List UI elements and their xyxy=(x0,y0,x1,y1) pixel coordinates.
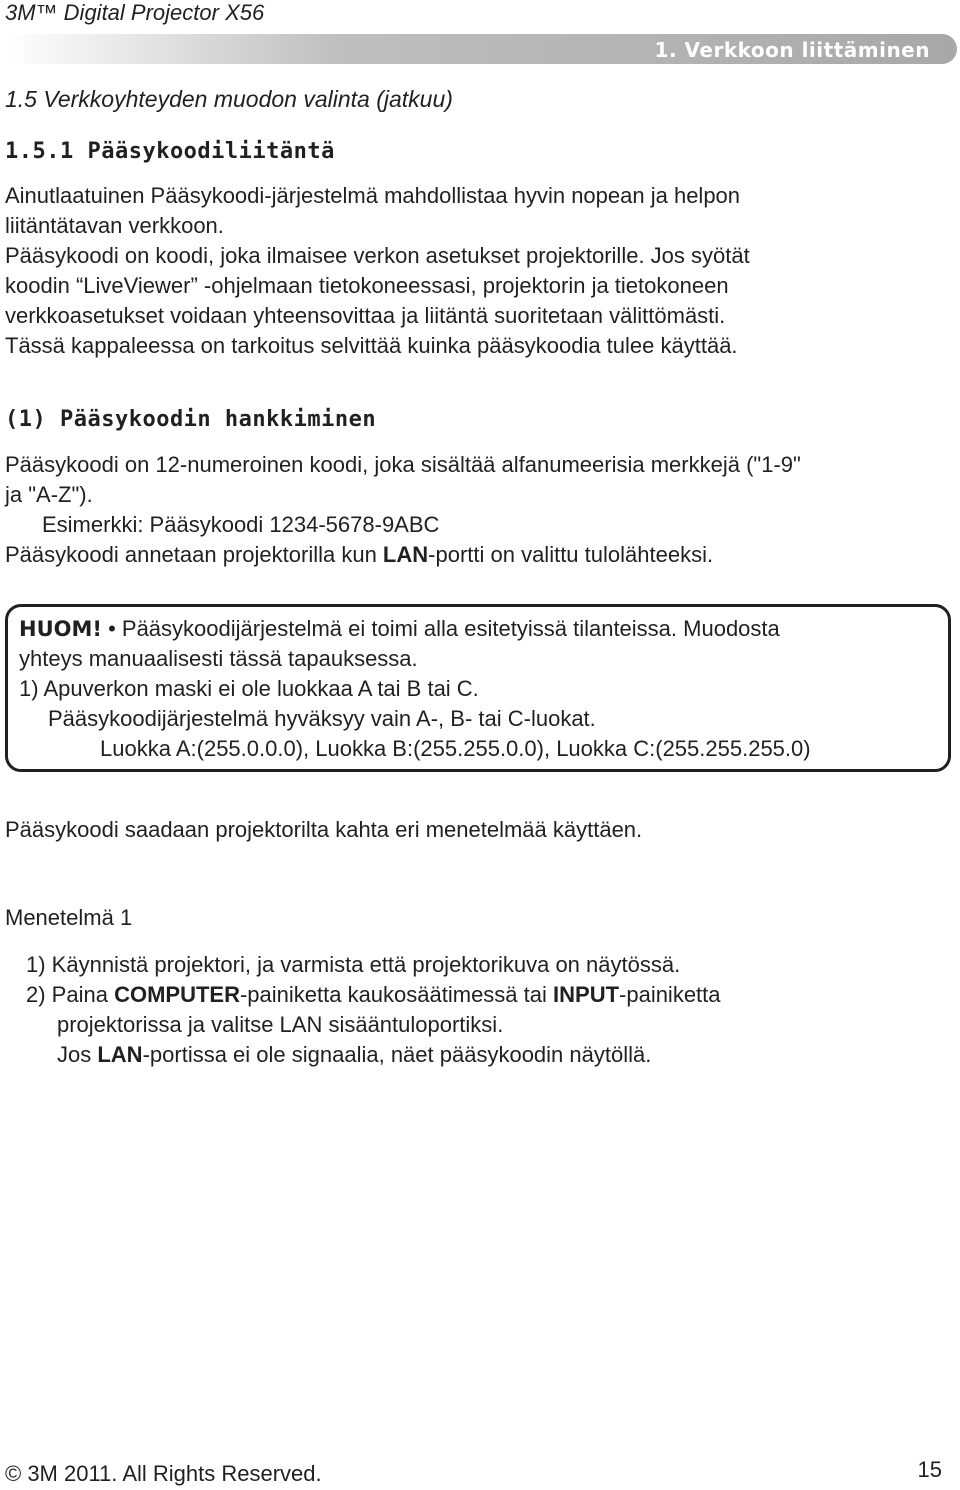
computer-keyword: COMPUTER xyxy=(114,982,240,1007)
document-title: 3M™ Digital Projector X56 xyxy=(5,0,265,25)
code-example: Esimerkki: Pääsykoodi 1234-5678-9ABC xyxy=(42,512,440,537)
lan-keyword: LAN xyxy=(382,542,429,567)
note-line: HUOM! • Pääsykoodijärjestelmä ei toimi alla esitetyissä tilanteissa. Muodosta xyxy=(19,616,780,641)
note-line: 1) Apuverkon maski ei ole luokkaa A tai B tai C. xyxy=(19,676,479,701)
note-line: Luokka A:(255.0.0.0), Luokka B:(255.255.0.0), Luokka C:(255.255.255.0) xyxy=(100,736,811,761)
method1-steps xyxy=(26,950,946,1070)
method1-title: Menetelmä 1 xyxy=(5,905,133,930)
intro-paragraph xyxy=(5,181,955,361)
obtain-methods-text: Pääsykoodi saadaan projektorilta kahta eri menetelmää käyttäen. xyxy=(5,817,643,842)
page-number: 15 xyxy=(917,1457,942,1482)
note-line: Pääsykoodijärjestelmä hyväksyy vain A-, B- tai C-luokat. xyxy=(48,706,596,731)
intro-line: koodin “LiveViewer” -ohjelmaan tietokoneessasi, projektorin ja tietokoneen xyxy=(5,273,729,298)
code-description xyxy=(5,450,955,570)
input-keyword: INPUT xyxy=(553,982,620,1007)
code-line: Pääsykoodi on 12-numeroinen koodi, joka sisältää alfanumeerisia merkkejä ("1-9" xyxy=(5,452,801,477)
lan-keyword: LAN xyxy=(97,1042,143,1067)
intro-line: Ainutlaatuinen Pääsykoodi-järjestelmä mahdollistaa hyvin nopean ja helpon xyxy=(5,183,741,208)
obtain-heading: (1) Pääsykoodin hankkiminen xyxy=(5,407,377,432)
code-line: ja "A-Z"). xyxy=(5,482,93,507)
section-title: 1.5 Verkkoyhteyden muodon valinta (jatkuu) xyxy=(5,86,453,112)
step-2: 2) Paina COMPUTER-painiketta kaukosäätimessä tai INPUT-painiketta xyxy=(26,982,721,1007)
step-2-continued: Jos LAN-portissa ei ole signaalia, näet pääsykoodin näytöllä. xyxy=(57,1042,652,1067)
code-line: Pääsykoodi annetaan projektorilla kun LAN-portti on valittu tulolähteeksi. xyxy=(5,542,714,567)
note-label: HUOM! xyxy=(19,617,102,641)
step-1: 1) Käynnistä projektori, ja varmista että projektorikuva on näytössä. xyxy=(26,952,681,977)
chapter-title: 1. Verkkoon liittäminen xyxy=(654,38,930,62)
step-2-continued: projektorissa ja valitse LAN sisääntuloportiksi. xyxy=(57,1012,504,1037)
note-line: yhteys manuaalisesti tässä tapauksessa. xyxy=(19,646,418,671)
intro-line: verkkoasetukset voidaan yhteensovittaa ja liitäntä suoritetaan välittömästi. xyxy=(5,303,726,328)
intro-line: liitäntätavan verkkoon. xyxy=(5,213,224,238)
intro-line: Pääsykoodi on koodi, joka ilmaisee verkon asetukset projektorille. Jos syötät xyxy=(5,243,750,268)
note-content xyxy=(19,614,949,764)
subsection-title: 1.5.1 Pääsykoodiliitäntä xyxy=(5,139,335,164)
intro-line: Tässä kappaleessa on tarkoitus selvittää kuinka pääsykoodia tulee käyttää. xyxy=(5,333,738,358)
footer-copyright: © 3M 2011. All Rights Reserved. xyxy=(5,1461,322,1486)
